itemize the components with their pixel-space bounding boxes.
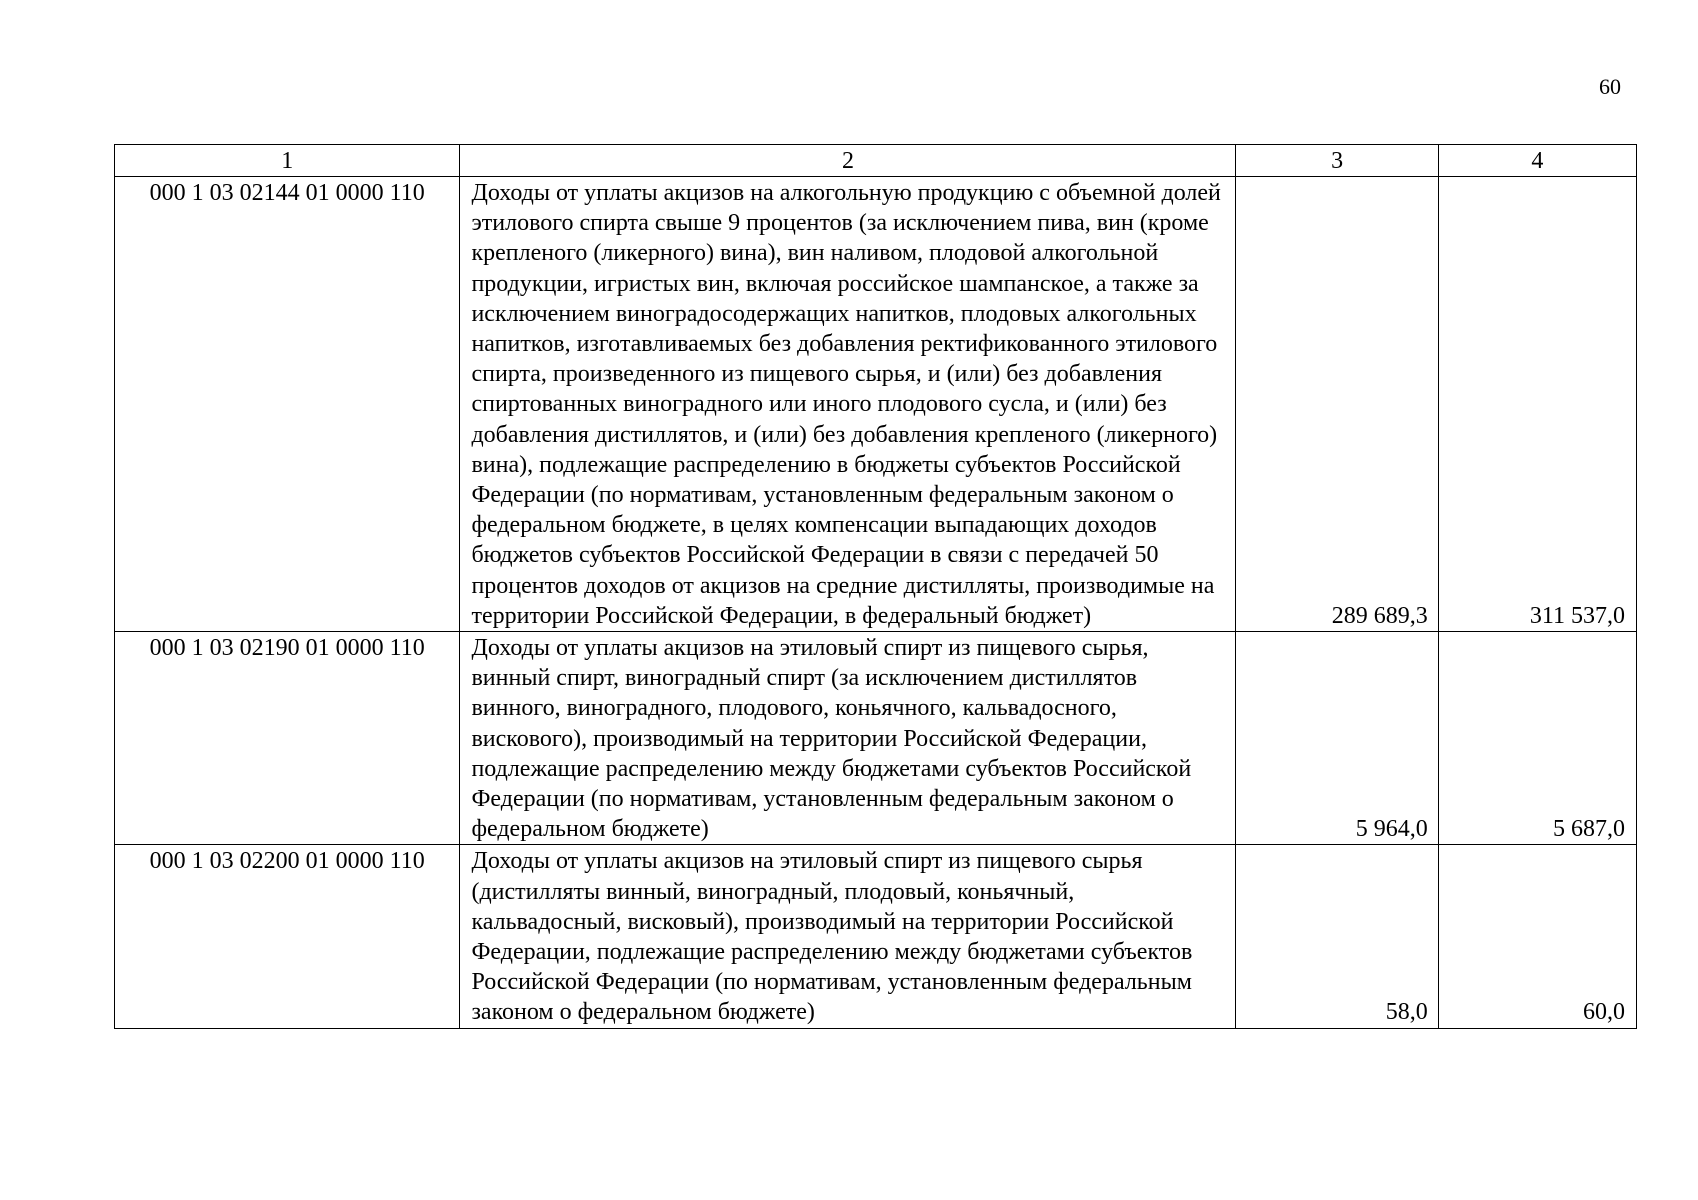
- value-column-3-cell: 289 689,3: [1236, 177, 1438, 632]
- table-row: [115, 177, 1637, 632]
- column-header-4: 4: [1438, 145, 1636, 177]
- budget-code-cell: 000 1 03 02144 01 0000 110: [115, 177, 460, 632]
- description-cell: Доходы от уплаты акцизов на алкогольную продукцию с объемной долей этилового спирта свыше 9 процентов (за исключением пива, вин (кроме крепленого (ликерного) вина), вин наливом, плодовой алкогольной продукции, игристых вин, включая российское шампанское, а также за исключением виноградосодержащих напитков, плодовых алкогольных напитков, изготавливаемых без добавления ректификованного этилового спирта, произведенного из пищевого сырья, и (или) без добавления спиртованных виноградного или иного плодового сусла, и (или) без добавления дистиллятов, и (или) без добавления крепленого (ликерного) вина), подлежащие распределению в бюджеты субъектов Российской Федерации (по нормативам, установленным федеральным законом о федеральном бюджете, в целях компенсации выпадающих доходов бюджетов субъектов Российской Федерации в связи с передачей 50 процентов доходов от акцизов на средние дистилляты, производимые на территории Российской Федерации, в федеральный бюджет): [460, 177, 1236, 632]
- column-header-2: 2: [460, 145, 1236, 177]
- table-row: [115, 845, 1637, 1028]
- budget-code-cell: 000 1 03 02190 01 0000 110: [115, 632, 460, 845]
- value-column-3-cell: 5 964,0: [1236, 632, 1438, 845]
- page-number: 60: [1599, 74, 1621, 99]
- column-header-3: 3: [1236, 145, 1438, 177]
- description-cell: Доходы от уплаты акцизов на этиловый спирт из пищевого сырья, винный спирт, виноградный спирт (за исключением дистиллятов винного, виноградного, плодового, коньячного, кальвадосного, вискового), производимый на территории Российской Федерации, подлежащие распределению между бюджетами субъектов Российской Федерации (по нормативам, установленным федеральным законом о федеральном бюджете): [460, 632, 1236, 845]
- revenue-table: [114, 144, 1637, 1029]
- budget-code-cell: 000 1 03 02200 01 0000 110: [115, 845, 460, 1028]
- column-header-1: 1: [115, 145, 460, 177]
- value-column-4-cell: 311 537,0: [1438, 177, 1636, 632]
- value-column-4-cell: 60,0: [1438, 845, 1636, 1028]
- table-row: [115, 632, 1637, 845]
- table-header-row: [115, 145, 1637, 177]
- description-cell: Доходы от уплаты акцизов на этиловый спирт из пищевого сырья (дистилляты винный, виноградный, плодовый, коньячный, кальвадосный, висковый), производимый на территории Российской Федерации, подлежащие распределению между бюджетами субъектов Российской Федерации (по нормативам, установленным федеральным законом о федеральном бюджете): [460, 845, 1236, 1028]
- value-column-4-cell: 5 687,0: [1438, 632, 1636, 845]
- value-column-3-cell: 58,0: [1236, 845, 1438, 1028]
